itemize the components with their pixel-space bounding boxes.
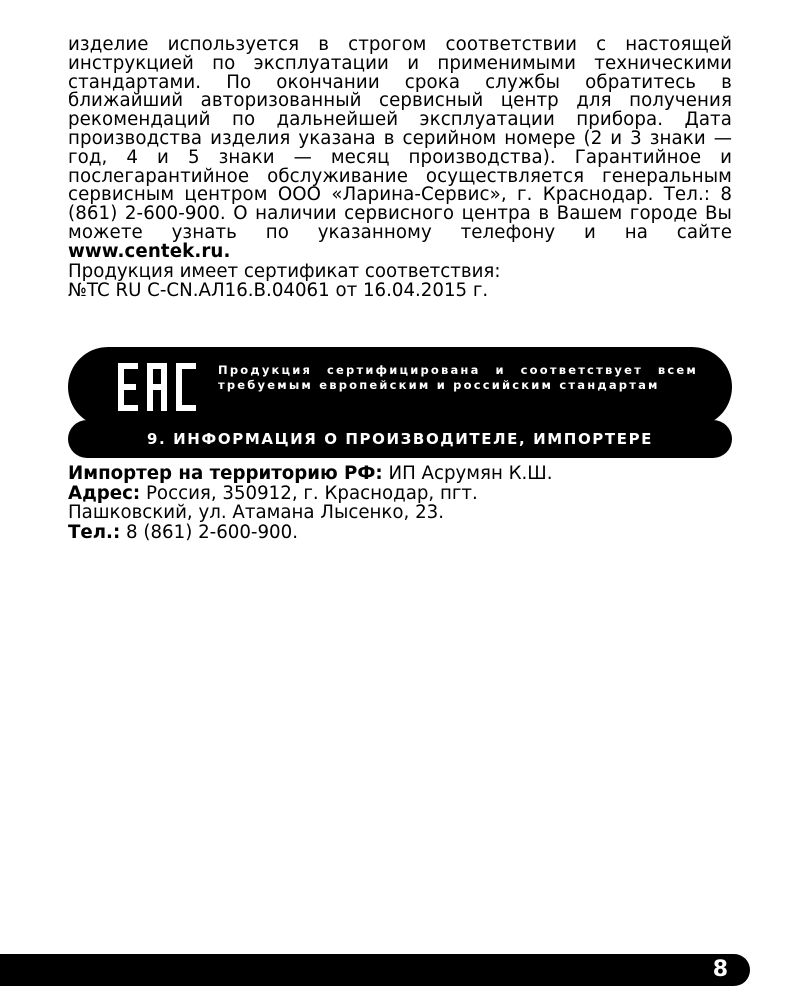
address-line	[68, 484, 732, 504]
address-line-2: Пашковский, ул. Атамана Лысенко, 23.	[68, 502, 445, 523]
website-link[interactable]: www.centek.ru.	[68, 240, 231, 262]
warranty-text: изделие используется в строгом соответствии с настоящей инструкцией по эксплуатации и применимыми техническими стандартами. По окончании срока службы обратитесь в ближайший авторизованный сервисный центр для получения рекомендаций по дальнейшей эксплуатации прибора. Дата производства изделия указана в серийном номере (2 и 3 знаки — год, 4 и 5 знаки — месяц производства). Гарантийное и послегарантийное обслуживание осуществляется генеральным сервисным центром ООО «Ларина-Сервис», г. Краснодар. Тел.: 8 (861) 2-600-900. О наличии сервисного центра в Вашем городе Вы можете узнать по указанному телефону и на сайте	[68, 34, 732, 243]
eac-certification-text: Продукция сертифицирована и соответствует всем требуемым европейским и российским стандартам	[218, 363, 698, 392]
importer-line	[68, 464, 732, 484]
eac-certification-banner	[68, 347, 732, 427]
page-number: 8	[712, 957, 728, 982]
section-heading-manufacturer	[68, 420, 732, 458]
certificate-line-1: Продукция имеет сертификат соответствия:	[68, 260, 501, 282]
phone-label: Тел.:	[68, 521, 121, 543]
address-value: Россия, 350912, г. Краснодар, пгт.	[140, 482, 478, 504]
warranty-paragraph	[68, 36, 732, 262]
certificate-line-2: №TC RU C-CN.АЛ16.В.04061 от 16.04.2015 г.	[68, 279, 489, 301]
phone-line	[68, 523, 732, 543]
importer-block	[68, 464, 732, 542]
importer-label: Импортер на территорию РФ:	[68, 463, 383, 484]
page-footer-bar	[0, 954, 750, 986]
manual-page	[68, 34, 732, 543]
eac-logo-icon	[118, 363, 196, 411]
importer-value: ИП Асрумян К.Ш.	[382, 463, 553, 484]
section-heading-title: 9. ИНФОРМАЦИЯ О ПРОИЗВОДИТЕЛЕ, ИМПОРТЕРЕ	[146, 430, 654, 448]
phone-value: 8 (861) 2-600-900.	[120, 521, 298, 543]
address-label: Адрес:	[68, 482, 141, 504]
